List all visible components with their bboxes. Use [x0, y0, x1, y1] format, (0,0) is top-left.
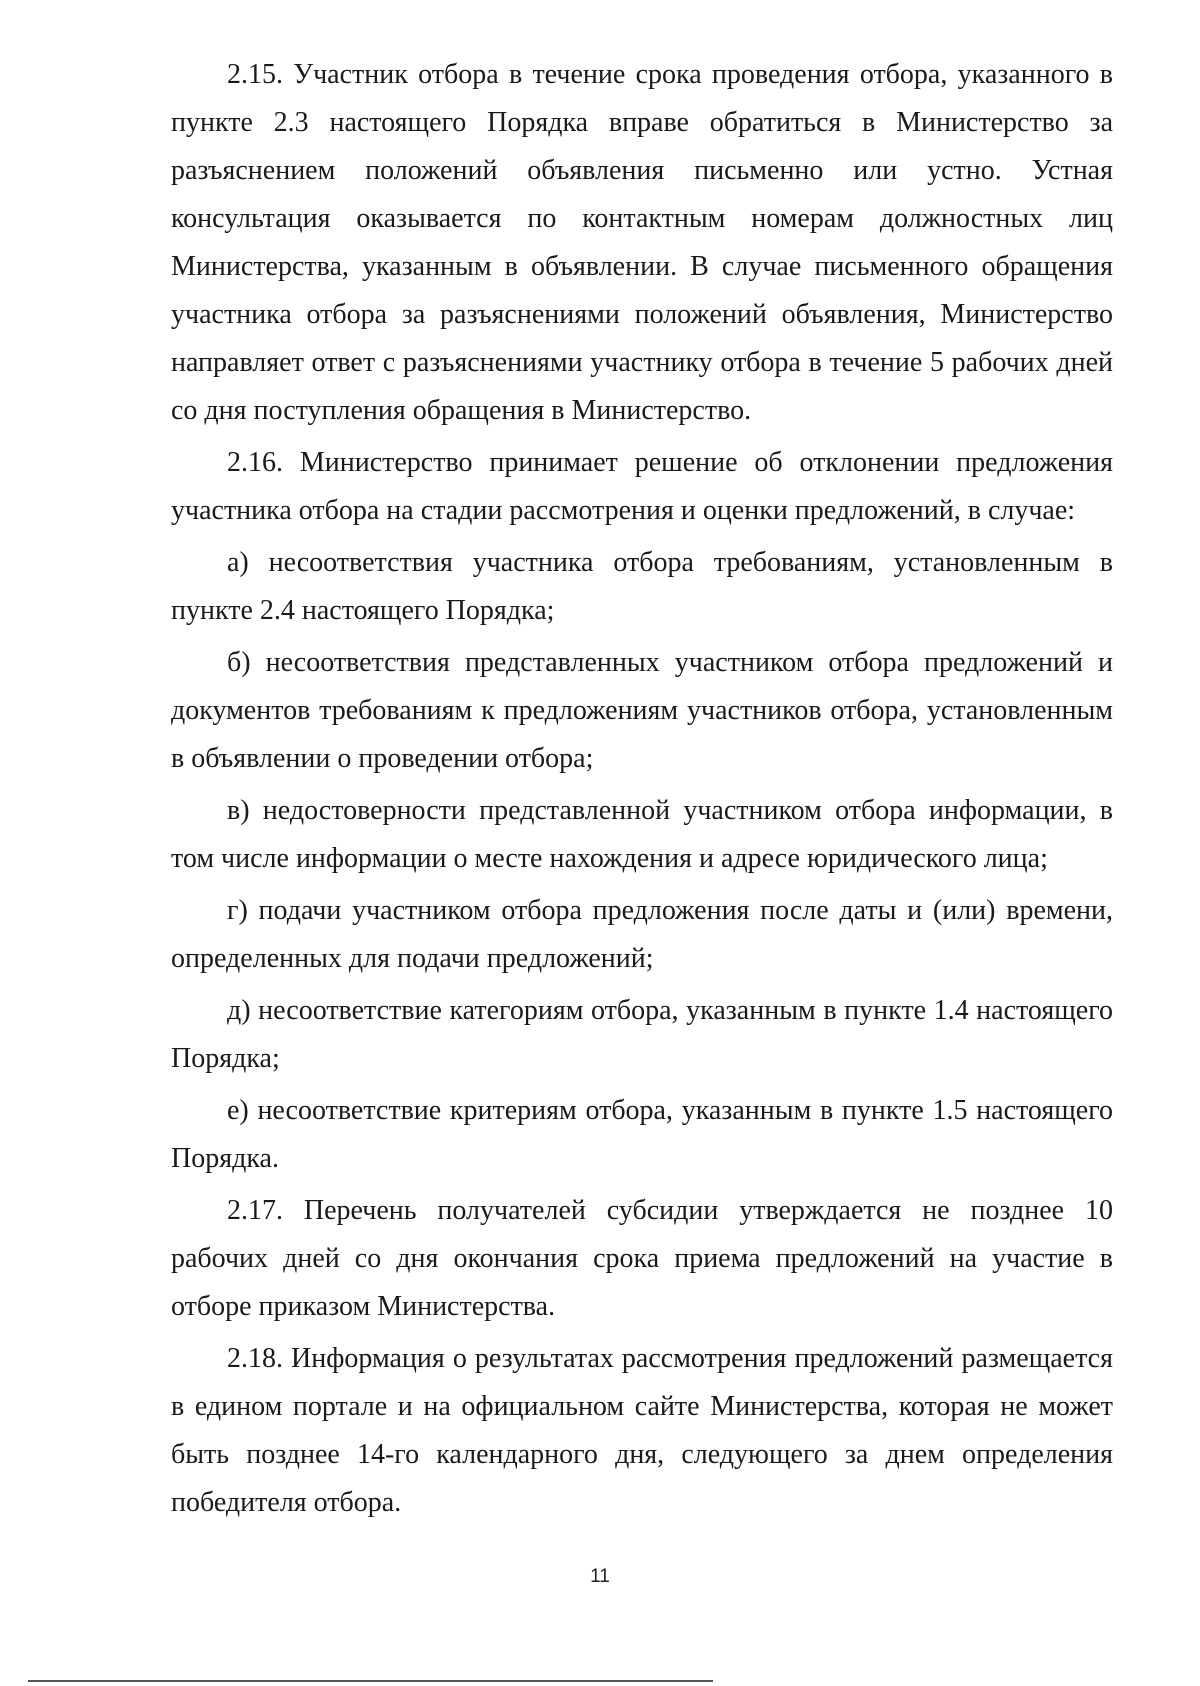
list-item-g: г) подачи участником отбора предложения после даты и (или) времени, определенных для подачи предложений;	[171, 895, 1113, 974]
list-item-e: е) несоответствие критериям отбора, указанным в пункте 1.5 настоящего Порядка.	[171, 1095, 1113, 1174]
document-body	[171, 51, 1113, 1531]
paragraph-2-16: 2.16. Министерство принимает решение об отклонении предложения участника отбора на стадии рассмотрения и оценки предложений, в случае:	[171, 447, 1113, 526]
page-number: 11	[590, 1566, 610, 1587]
list-item-d: д) несоответствие категориям отбора, указанным в пункте 1.4 настоящего Порядка;	[171, 995, 1113, 1074]
paragraph-2-15: 2.15. Участник отбора в течение срока проведения отбора, указанного в пункте 2.3 настоящего Порядка вправе обратиться в Министерство за разъяснением положений объявления письменно или устно. Устная консультация оказывается по контактным номерам должностных лиц Министерства, указанным в объявлении. В случае письменного обращения участника отбора за разъяснениями положений объявления, Министерство направляет ответ с разъяснениями участнику отбора в течение 5 рабочих дней со дня поступления обращения в Министерство.	[171, 59, 1113, 426]
list-item-b: б) несоответствия представленных участником отбора предложений и документов требованиям к предложениям участников отбора, установленным в объявлении о проведении отбора;	[171, 647, 1113, 774]
footer-divider	[28, 1680, 713, 1682]
list-item-a: а) несоответствия участника отбора требованиям, установленным в пункте 2.4 настоящего Порядка;	[171, 547, 1113, 626]
paragraph-2-18: 2.18. Информация о результатах рассмотрения предложений размещается в едином портале и на официальном сайте Министерства, которая не может быть позднее 14-го календарного дня, следующего за днем определения победителя отбора.	[171, 1343, 1113, 1518]
list-item-v: в) недостоверности представленной участником отбора информации, в том числе информации о месте нахождения и адресе юридического лица;	[171, 795, 1113, 874]
paragraph-2-17: 2.17. Перечень получателей субсидии утверждается не позднее 10 рабочих дней со дня окончания срока приема предложений на участие в отборе приказом Министерства.	[171, 1195, 1113, 1322]
